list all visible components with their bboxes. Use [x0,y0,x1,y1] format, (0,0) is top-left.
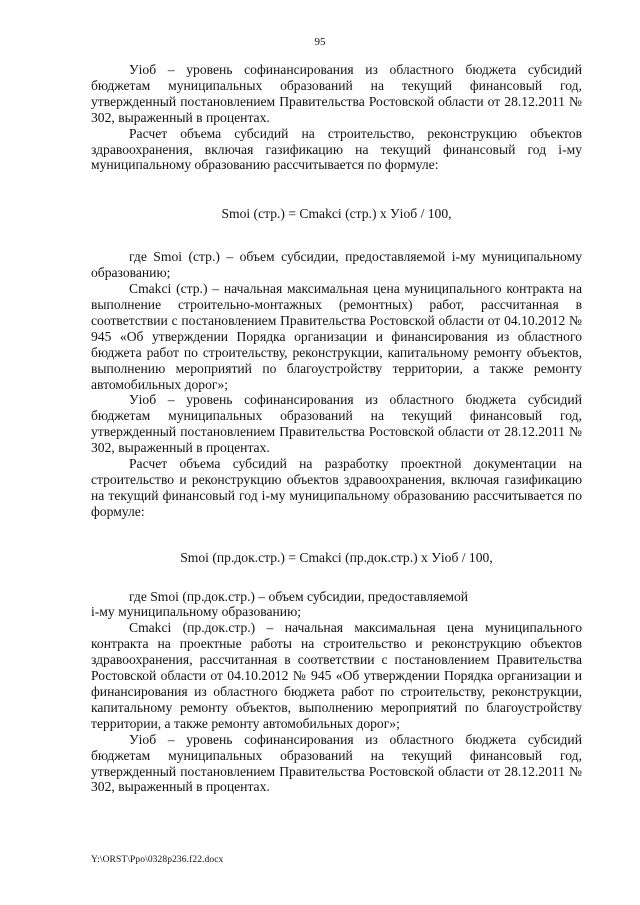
paragraph-calc-construction: Расчет объема субсидий на строительство, реконструкцию объектов здравоохранения, включая газификацию на текущий финансовый год i-му муниципальному образованию рассчитывается по формуле: [91,125,582,173]
paragraph-smoi-definition: где Smoi (стр.) – объем субсидии, предоставляемой i-му муниципальному образованию; [91,249,582,281]
document-body [91,62,582,795]
paragraph-cofinancing-level-1: Уiоб – уровень софинансирования из областного бюджета субсидий бюджетам муниципальных образований на текущий финансовый год, утвержденный постановлением Правительства Ростовской области от 28.12.2011 № 302, выраженный в процентах. [91,62,582,125]
paragraph-cmakci-definition: Cmakci (стр.) – начальная максимальная цена муниципального контракта на выполнение строительно-монтажных (ремонтных) работ, рассчитанная в соответствии с постановлением Правительства Ростовской области от 04.10.2012 № 945 «Об утверждении Порядка организации и финансирования из областного бюджета работ по строительству, реконструкции, капитальному ремонту объектов, выполнению мероприятий по благоустройству территории, а также ремонту автомобильных дорог»; [91,281,582,392]
formula-design-docs: Smoi (пр.док.стр.) = Cmakci (пр.док.стр.) х Уiоб / 100, [180,549,493,565]
paragraph-cofinancing-level-2: Уiоб – уровень софинансирования из областного бюджета субсидий бюджетам муниципальных образований на текущий финансовый год, утвержденный постановлением Правительства Ростовской области от 28.12.2011 № 302, выраженный в процентах. [91,392,582,456]
paragraph-cmakci-design-definition: Cmakci (пр.док.стр.) – начальная максимальная цена муниципального контракта на проектные работы на строительство и реконструкцию объектов здравоохранения, рассчитанная в соответствии с постановлением Правительства Ростовской области от 04.10.2012 № 945 «Об утверждении Порядка организации и финансирования из областного бюджета работ по строительству, реконструкции, капитальному ремонту объектов, выполнению мероприятий по благоустройству территории, а также ремонту автомобильных дорог»; [91,620,582,731]
formula-construction: Smoi (стр.) = Cmakci (стр.) х Уiоб / 100, [221,206,452,222]
footer-file-path: Y:\ORST\Ppo\0328p236.f22.docx [91,855,224,865]
page-number: 95 [314,36,326,48]
paragraph-smoi-design-definition-cont: i-му муниципальному образованию; [91,604,302,620]
paragraph-smoi-design-definition: где Smoi (пр.док.стр.) – объем субсидии, предоставляемой [129,588,469,604]
paragraph-cofinancing-level-3: Уiоб – уровень софинансирования из областного бюджета субсидий бюджетам муниципальных образований на текущий финансовый год, утвержденный постановлением Правительства Ростовской области от 28.12.2011 № 302, выраженный в процентах. [91,731,582,795]
paragraph-calc-design-docs: Расчет объема субсидий на разработку проектной документации на строительство и реконструкцию объектов здравоохранения, включая газификацию на текущий финансовый год i-му муниципальному образованию рассчитывается по формуле: [91,456,582,519]
